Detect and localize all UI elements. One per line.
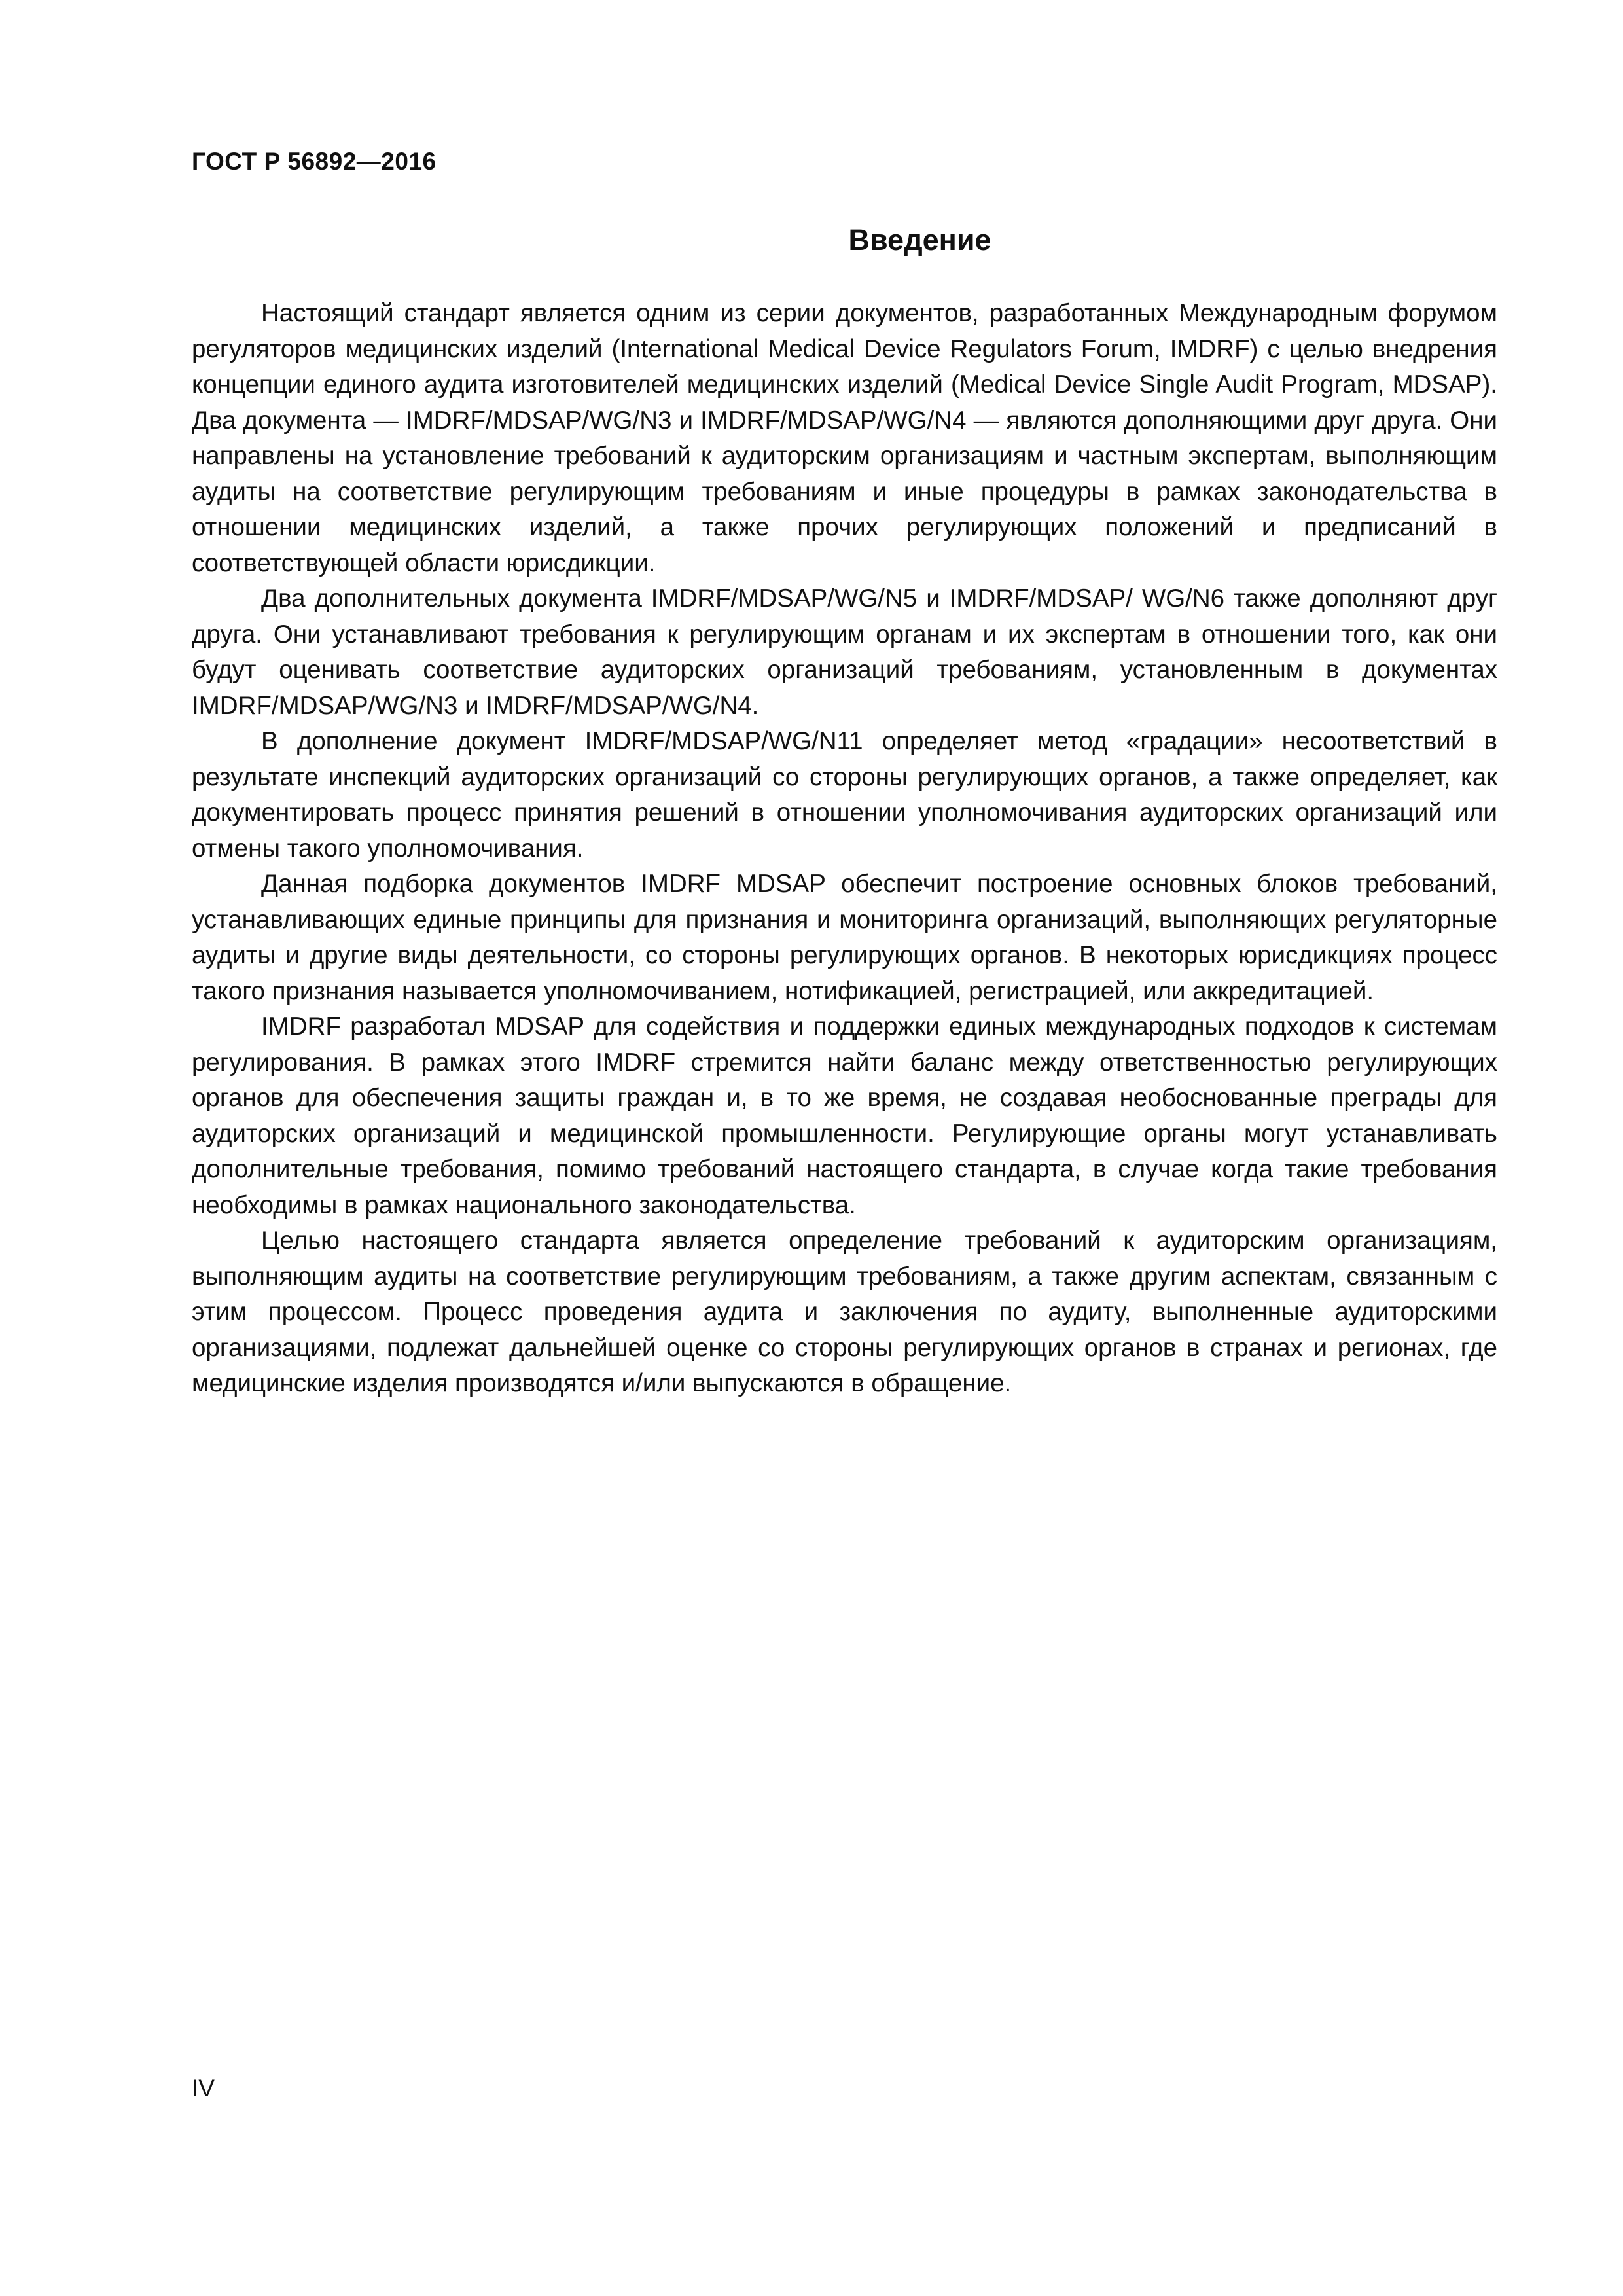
- paragraph-1: Настоящий стандарт является одним из серии документов, разработанных Международным форумом регуляторов медицинских изделий (International Medical Device Regulators Forum, IMDRF) с целью внедрения концепции единого аудита изготовителей медицинских изделий (Medical Device Single Audit Program, MDSAP). Два документа — IMDRF/MDSAP/WG/N3 и IMDRF/MDSAP/WG/N4 — являются дополняющими друг друга. Они направлены на установление требований к аудиторским организациям и частным экспертам, выполняющим аудиты на соответствие регулирующим требованиям и иные процедуры в рамках законодательства в отношении медицинских изделий, а также прочих регулирующих положений и предписаний в соответствующей области юрисдикции.: [192, 299, 1497, 577]
- paragraph-3: В дополнение документ IMDRF/MDSAP/WG/N11 определяет метод «градации» несоответствий в результате инспекций аудиторских организаций со стороны регулирующих органов, а также определяет, как документировать процесс принятия решений в отношении уполномочивания аудиторских организаций или отмены такого уполномочивания.: [192, 727, 1497, 863]
- section-title: Введение: [848, 223, 991, 257]
- paragraph-2: Два дополнительных документа IMDRF/MDSAP/WG/N5 и IMDRF/MDSAP/ WG/N6 также дополняют друг друга. Они устанавливают требования к регулирующим органам и их экспертам в отношении того, как они будут оценивать соответствие аудиторских организаций требованиям, установленным в документах IMDRF/MDSAP/WG/N3 и IMDRF/MDSAP/WG/N4.: [192, 584, 1497, 720]
- paragraph-5: IMDRF разработал MDSAP для содействия и поддержки единых международных подходов к системам регулирования. В рамках этого IMDRF стремится найти баланс между ответственностью регулирующих органов для обеспечения защиты граждан и, в то же время, не создавая необоснованные преграды для аудиторских организаций и медицинской промышленности. Регулирующие органы могут устанавливать дополнительные требования, помимо требований настоящего стандарта, в случае когда такие требования необходимы в рамках национального законодательства.: [192, 1013, 1497, 1219]
- introduction-body: [192, 296, 1497, 1402]
- paragraph-4: Данная подборка документов IMDRF MDSAP обеспечит построение основных блоков требований, устанавливающих единые принципы для признания и мониторинга организаций, выполняющих регуляторные аудиты и другие виды деятельности, со стороны регулирующих органов. В некоторых юрисдикциях процесс такого признания называется уполномочиванием, нотификацией, регистрацией, или аккредитацией.: [192, 870, 1497, 1005]
- standard-id-header: ГОСТ Р 56892—2016: [192, 148, 437, 175]
- paragraph-6: Целью настоящего стандарта является определение требований к аудиторским организациям, выполняющим аудиты на соответствие регулирующим требованиям, а также другим аспектам, связанным с этим процессом. Процесс проведения аудита и заключения по аудиту, выполненные аудиторскими организациями, подлежат дальнейшей оценке со стороны регулирующих органов в странах и регионах, где медицинские изделия производятся и/или выпускаются в обращение.: [192, 1227, 1497, 1397]
- page-number: IV: [192, 2075, 215, 2102]
